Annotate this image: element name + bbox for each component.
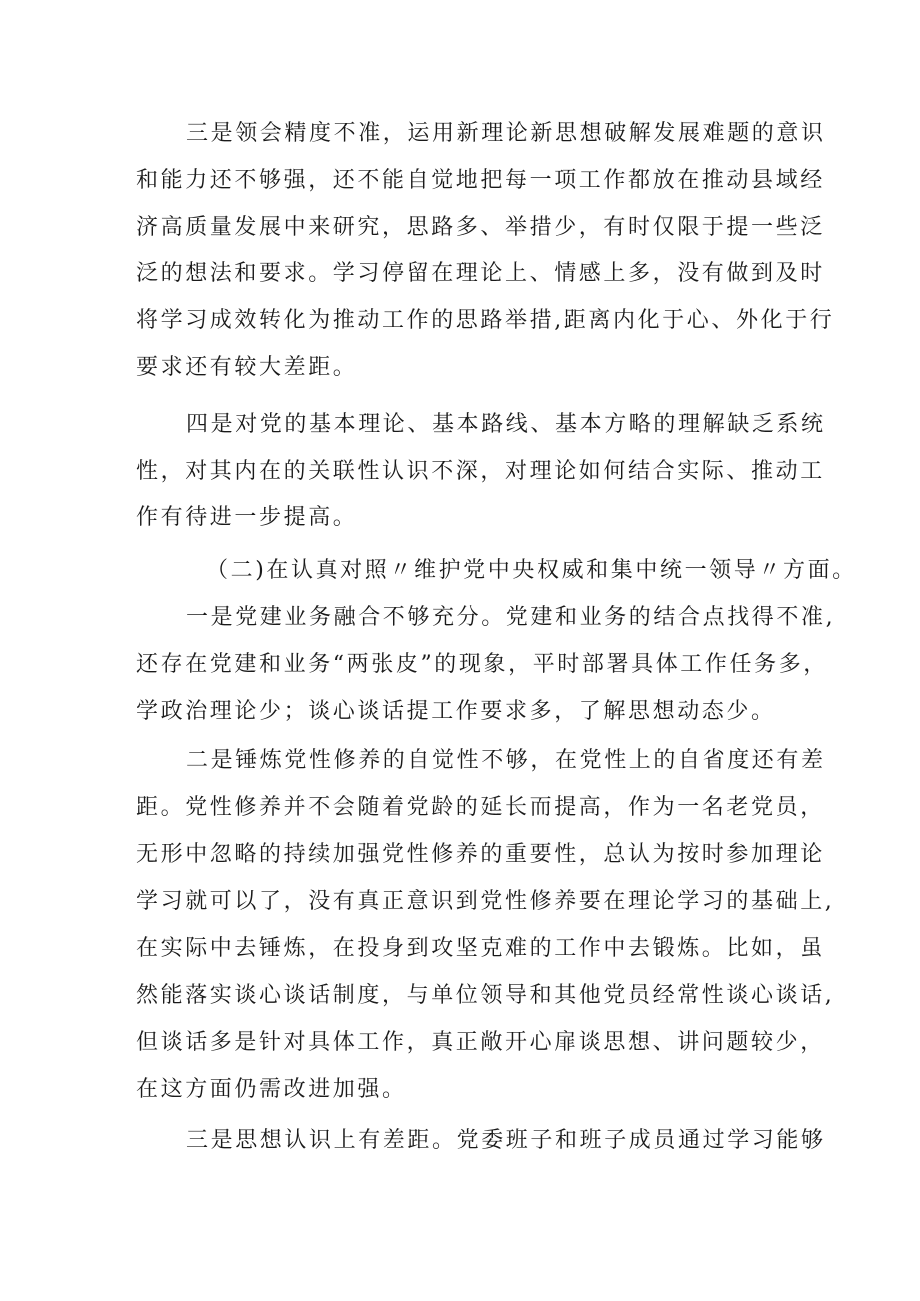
paragraph-line: 三是领会精度不准，运用新理论新思想破解发展难题的意识 [186, 121, 826, 146]
paragraph-line: 一是党建业务融合不够充分。党建和业务的结合点找得不准, [186, 605, 836, 630]
paragraph-line: 要求还有较大差距。 [136, 355, 358, 380]
paragraph-line: 但谈话多是针对具体工作，真正敞开心扉谈思想、讲问题较少， [136, 1030, 825, 1055]
paragraph-line: 无形中忽略的持续加强党性修养的重要性，总认为按时参加理论 [136, 842, 825, 867]
paragraph-line: 泛的想法和要求。学习停留在理论上、情感上多，没有做到及时 [136, 261, 825, 286]
paragraph-line: 学习就可以了，没有真正意识到党性修养要在理论学习的基础上, [136, 889, 835, 914]
paragraph-line: 学政治理论少；谈心谈话提工作要求多，了解思想动态少。 [136, 699, 776, 724]
paragraph-line: 还存在党建和业务“两张皮”的现象，平时部署具体工作任务多， [136, 652, 828, 677]
paragraph-line: 在这方面仍需改进加强。 [136, 1077, 407, 1102]
paragraph-line: 作有待进一步提高。 [136, 505, 358, 530]
paragraph-line: 济高质量发展中来研究，思路多、举措少，有时仅限于提一些泛 [136, 215, 825, 240]
paragraph-line: 性，对其内在的关联性认识不深，对理论如何结合实际、推动工 [136, 459, 825, 484]
paragraph-line: 二是锤炼党性修养的自觉性不够，在党性上的自省度还有差 [186, 748, 826, 773]
paragraph-line: 四是对党的基本理论、基本路线、基本方略的理解缺乏系统 [186, 412, 826, 437]
paragraph-line: 距。党性修养并不会随着党龄的延长而提高，作为一名老党员， [136, 795, 825, 820]
paragraph-line: 和能力还不够强，还不能自觉地把每一项工作都放在推动县域经 [136, 168, 825, 193]
section-heading: （二)在认真对照〃维护党中央权威和集中统一领导〃方面。 [206, 558, 857, 583]
paragraph-line: 三是思想认识上有差距。党委班子和班子成员通过学习能够 [186, 1128, 826, 1153]
paragraph-line: 然能落实谈心谈话制度，与单位领导和其他党员经常性谈心谈话, [136, 983, 835, 1008]
paragraph-line: 在实际中去锤炼，在投身到攻坚克难的工作中去锻炼。比如，虽 [136, 936, 825, 961]
paragraph-line: 将学习成效转化为推动工作的思路举措,距离内化于心、外化于行 [136, 308, 835, 333]
